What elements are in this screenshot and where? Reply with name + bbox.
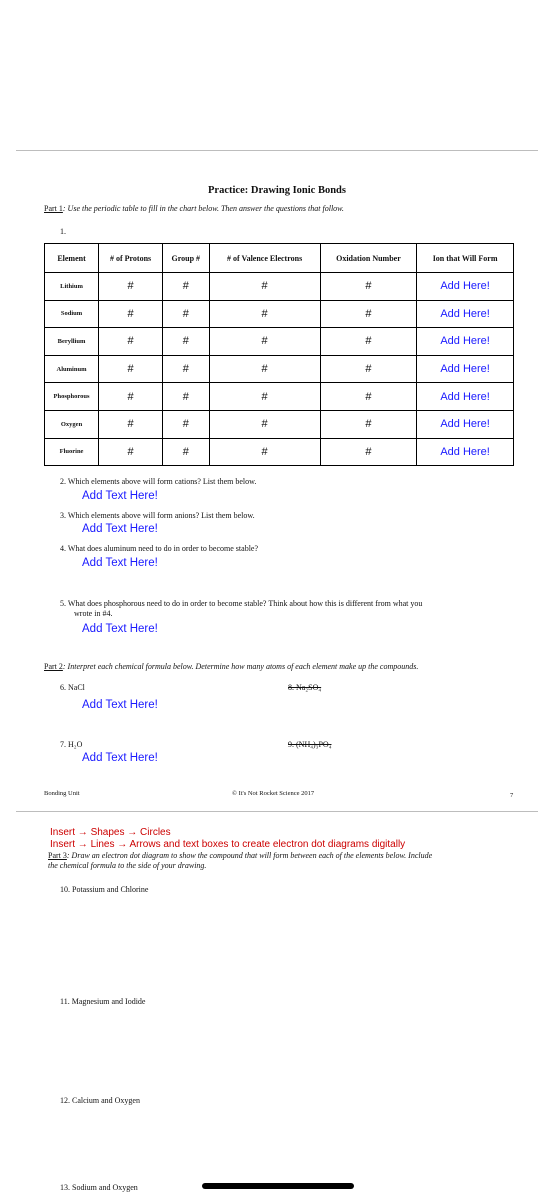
table-row bbox=[45, 355, 514, 383]
element-name: Sodium bbox=[45, 300, 99, 328]
ion-table bbox=[44, 243, 514, 466]
protons-cell[interactable]: # bbox=[99, 410, 163, 438]
insert-lines-note: Insert → Lines → Arrows and text boxes to create electron dot diagrams digitally bbox=[50, 839, 406, 850]
page-title: Practice: Drawing Ionic Bonds bbox=[208, 185, 346, 196]
element-name: Aluminum bbox=[45, 355, 99, 383]
page-number: 7 bbox=[510, 792, 514, 799]
valence-cell[interactable]: # bbox=[209, 410, 320, 438]
valence-cell[interactable]: # bbox=[209, 300, 320, 328]
question-13: 13. Sodium and Oxygen bbox=[60, 1183, 138, 1192]
element-name: Beryllium bbox=[45, 328, 99, 356]
group-cell[interactable]: # bbox=[163, 355, 209, 383]
valence-cell[interactable]: # bbox=[209, 355, 320, 383]
part2-instructions: Part 2: Interpret each chemical formula below. Determine how many atoms of each element make up the compounds. bbox=[44, 662, 419, 671]
header-protons: # of Protons bbox=[99, 244, 163, 273]
answer-3-textbox[interactable]: Add Text Here! bbox=[82, 523, 158, 535]
ion-cell[interactable]: Add Here! bbox=[417, 273, 514, 301]
table-header-row bbox=[45, 244, 514, 273]
valence-cell[interactable]: # bbox=[209, 438, 320, 466]
question-11: 11. Magnesium and Iodide bbox=[60, 997, 146, 1006]
header-ion: Ion that Will Form bbox=[417, 244, 514, 273]
group-cell[interactable]: # bbox=[163, 328, 209, 356]
question-8: 8. Na₂SO₄ bbox=[288, 683, 322, 692]
question-7: 7. H₂O bbox=[60, 740, 83, 749]
part3-instructions: Part 3: Draw an electron dot diagram to show the compound that will form between each of the elements below. Include bbox=[48, 851, 433, 860]
question-3: 3. Which elements above will form anions? List them below. bbox=[60, 511, 255, 520]
answer-5-textbox[interactable]: Add Text Here! bbox=[82, 623, 158, 635]
group-cell[interactable]: # bbox=[163, 383, 209, 411]
group-cell[interactable]: # bbox=[163, 300, 209, 328]
table-row bbox=[45, 438, 514, 466]
table-row bbox=[45, 383, 514, 411]
ion-cell[interactable]: Add Here! bbox=[417, 383, 514, 411]
group-cell[interactable]: # bbox=[163, 410, 209, 438]
oxidation-cell[interactable]: # bbox=[320, 273, 417, 301]
element-name: Oxygen bbox=[45, 410, 99, 438]
element-name: Phosphorous bbox=[45, 383, 99, 411]
header-group: Group # bbox=[163, 244, 209, 273]
ion-cell[interactable]: Add Here! bbox=[417, 355, 514, 383]
ion-cell[interactable]: Add Here! bbox=[417, 410, 514, 438]
oxidation-cell[interactable]: # bbox=[320, 383, 417, 411]
part3-instructions-line2: the chemical formula to the side of your drawing. bbox=[48, 861, 207, 870]
protons-cell[interactable]: # bbox=[99, 383, 163, 411]
home-indicator[interactable] bbox=[202, 1183, 354, 1189]
element-name: Fluorine bbox=[45, 438, 99, 466]
table-row bbox=[45, 328, 514, 356]
valence-cell[interactable]: # bbox=[209, 328, 320, 356]
header-oxidation: Oxidation Number bbox=[320, 244, 417, 273]
footer-copyright: © It's Not Rocket Science 2017 bbox=[232, 790, 315, 797]
part3-label: Part 3 bbox=[48, 851, 67, 860]
question-5-line2: wrote in #4. bbox=[74, 609, 113, 618]
answer-2-textbox[interactable]: Add Text Here! bbox=[82, 490, 158, 502]
question-10: 10. Potassium and Chlorine bbox=[60, 885, 149, 894]
protons-cell[interactable]: # bbox=[99, 438, 163, 466]
oxidation-cell[interactable]: # bbox=[320, 300, 417, 328]
ion-cell[interactable]: Add Here! bbox=[417, 438, 514, 466]
table-row bbox=[45, 300, 514, 328]
protons-cell[interactable]: # bbox=[99, 300, 163, 328]
oxidation-cell[interactable]: # bbox=[320, 328, 417, 356]
header-element: Element bbox=[45, 244, 99, 273]
question-2: 2. Which elements above will form cations? List them below. bbox=[60, 477, 257, 486]
ion-cell[interactable]: Add Here! bbox=[417, 300, 514, 328]
valence-cell[interactable]: # bbox=[209, 383, 320, 411]
oxidation-cell[interactable]: # bbox=[320, 438, 417, 466]
question-5-line1: 5. What does phosphorous need to do in order to become stable? Think about how this is different from what you bbox=[60, 599, 423, 608]
answer-7-textbox[interactable]: Add Text Here! bbox=[82, 752, 158, 764]
answer-6-textbox[interactable]: Add Text Here! bbox=[82, 699, 158, 711]
oxidation-cell[interactable]: # bbox=[320, 355, 417, 383]
ion-cell[interactable]: Add Here! bbox=[417, 328, 514, 356]
header-valence: # of Valence Electrons bbox=[209, 244, 320, 273]
question-9: 9. (NH₄)₃PO₄ bbox=[288, 740, 332, 749]
insert-shapes-note: Insert → Shapes → Circles bbox=[50, 827, 171, 838]
part1-label: Part 1 bbox=[44, 204, 63, 213]
question-4: 4. What does aluminum need to do in order to become stable? bbox=[60, 544, 259, 553]
protons-cell[interactable]: # bbox=[99, 328, 163, 356]
group-cell[interactable]: # bbox=[163, 438, 209, 466]
group-cell[interactable]: # bbox=[163, 273, 209, 301]
table-row bbox=[45, 273, 514, 301]
part1-instructions: Part 1: Use the periodic table to fill in the chart below. Then answer the questions that follow. bbox=[44, 204, 344, 213]
footer-left: Bonding Unit bbox=[44, 790, 80, 797]
protons-cell[interactable]: # bbox=[99, 355, 163, 383]
answer-4-textbox[interactable]: Add Text Here! bbox=[82, 557, 158, 569]
valence-cell[interactable]: # bbox=[209, 273, 320, 301]
question-6: 6. NaCl bbox=[60, 683, 85, 692]
part2-label: Part 2 bbox=[44, 662, 63, 671]
element-name: Lithium bbox=[45, 273, 99, 301]
question-1-number: 1. bbox=[60, 227, 66, 236]
table-row bbox=[45, 410, 514, 438]
question-12: 12. Calcium and Oxygen bbox=[60, 1096, 140, 1105]
oxidation-cell[interactable]: # bbox=[320, 410, 417, 438]
protons-cell[interactable]: # bbox=[99, 273, 163, 301]
